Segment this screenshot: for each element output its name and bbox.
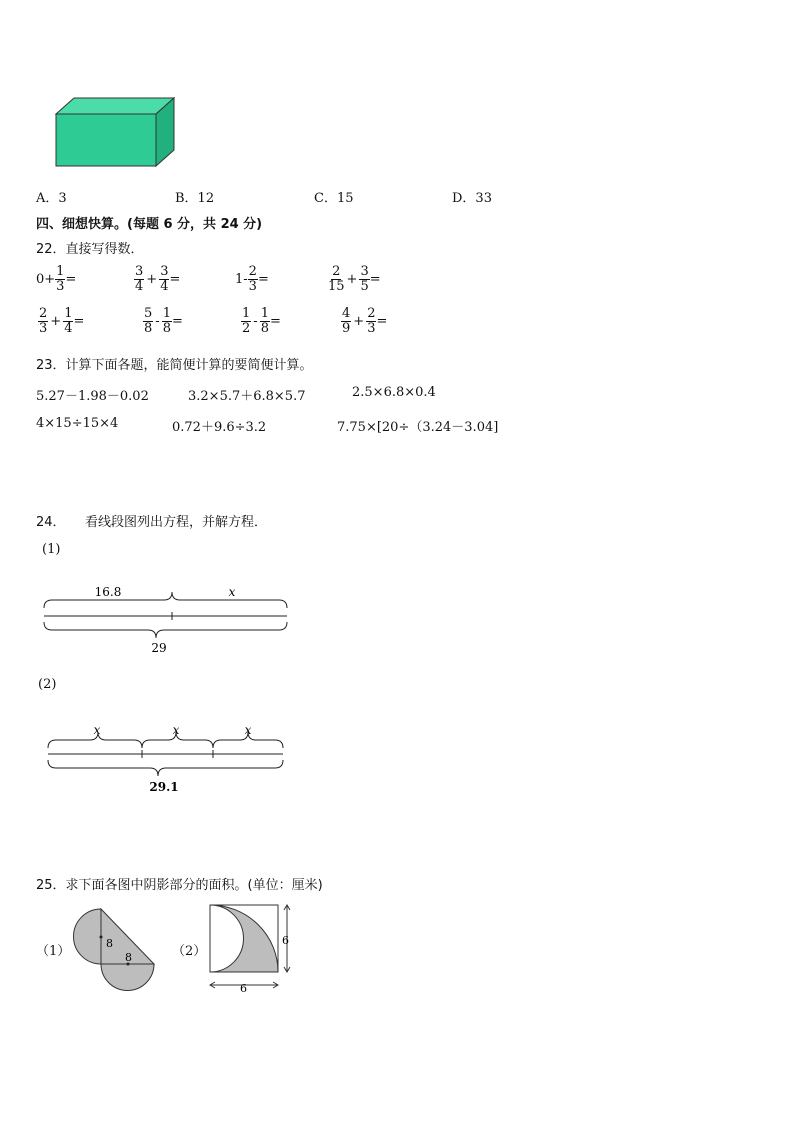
option-c[interactable]: C．15 — [314, 191, 354, 206]
q23-expr-3: 2.5×6.8×0.4 — [352, 385, 436, 400]
section-title: 四、细想快算。(每题 6 分，共 24 分) — [36, 217, 263, 232]
q23-expr-5: 0.72＋9.6÷3.2 — [172, 420, 267, 435]
fig2-label: （2） — [172, 944, 207, 959]
q23-title: 23．计算下面各题，能简便计算的要简便计算。 — [36, 358, 313, 373]
q22-expr-1: 0+ $\frac{1}{3}$ = — [36, 264, 77, 294]
q23-expr-4: 4×15÷15×4 — [36, 416, 119, 431]
q22-expr-3: 1- $\frac{2}{3}$ = — [235, 264, 269, 294]
option-b[interactable]: B．12 — [175, 191, 215, 206]
q24-title: 24． 看线段图列出方程，并解方程． — [36, 515, 268, 530]
cuboid-top — [56, 98, 174, 114]
cuboid-figure — [50, 94, 180, 172]
seg1-label: x — [93, 723, 101, 737]
fig1-label: （1） — [36, 944, 71, 959]
q24-part1-label: (1) — [42, 542, 61, 557]
q22-title: 22．直接写得数． — [36, 242, 144, 257]
seg-b-label: x — [228, 585, 236, 599]
q22-expr-8: $\frac{4}{9}$ + $\frac{2}{3}$ = — [342, 306, 388, 336]
shaded-figure-2 — [205, 900, 305, 996]
q22-expr-5: $\frac{2}{3}$ + $\frac{1}{4}$ = — [39, 306, 85, 336]
total2-label: 29.1 — [149, 780, 179, 794]
q25-title: 25．求下面各图中阴影部分的面积。(单位：厘米) — [36, 878, 323, 893]
q23-expr-2: 3.2×5.7＋6.8×5.7 — [188, 389, 306, 404]
q22-expr-2: $\frac{3}{4}$ + $\frac{3}{4}$ = — [135, 264, 181, 294]
seg-a-label: 16.8 — [94, 585, 122, 599]
shaded-figure-1 — [70, 900, 162, 996]
segment-diagram-1 — [38, 580, 294, 656]
total-label: 29 — [151, 641, 167, 655]
q23-expr-6: 7.75×[20÷（3.24－3.04] — [337, 420, 499, 435]
q22-expr-7: $\frac{1}{2}$ - $\frac{1}{8}$ = — [242, 306, 281, 336]
top-brace-left — [44, 592, 287, 608]
q22-expr-6: $\frac{5}{8}$ - $\frac{1}{8}$ = — [144, 306, 183, 336]
fig1-dim-a: 8 — [106, 937, 113, 950]
bottom-brace — [44, 622, 287, 638]
fig2-dim-h: 6 — [282, 934, 289, 947]
fig1-dim-b: 8 — [125, 951, 132, 964]
segment-diagram-2 — [42, 720, 292, 796]
q24-part2-label: (2) — [38, 677, 57, 692]
q23-expr-1: 5.27－1.98－0.02 — [36, 389, 149, 404]
option-d[interactable]: D．33 — [452, 191, 492, 206]
q22-expr-4: $\frac{2}{15}$ + $\frac{3}{5}$ = — [328, 264, 381, 294]
seg3-label: x — [244, 723, 252, 737]
option-a[interactable]: A．3 — [36, 191, 67, 206]
seg2-label: x — [172, 723, 180, 737]
cuboid-front — [56, 114, 156, 166]
fig2-dim-w: 6 — [240, 982, 247, 995]
